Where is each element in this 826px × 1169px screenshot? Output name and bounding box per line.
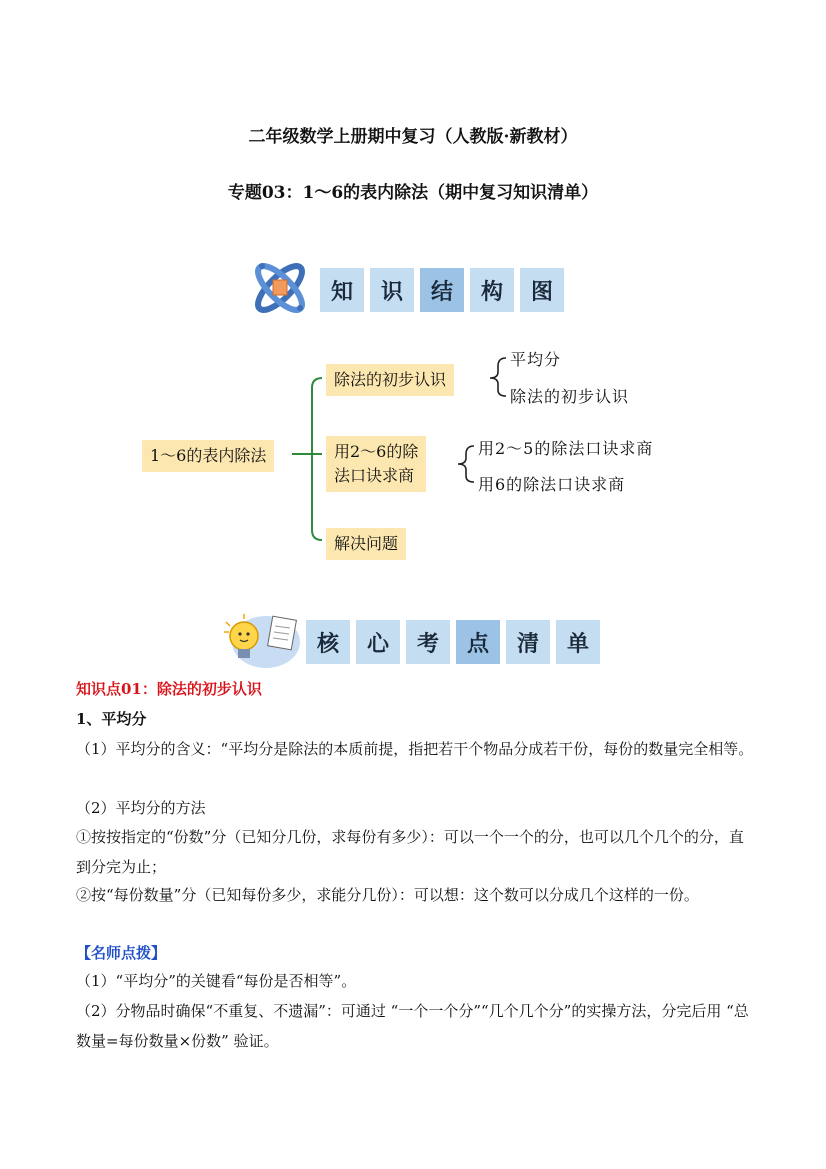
- banner-char: 图: [520, 268, 564, 312]
- paragraph: ②按“每份数量”分（已知每份多少，求能分几份）：可以想：这个数可以分成几个这样的一份。: [76, 886, 699, 904]
- lightbulb-icon: [220, 608, 304, 670]
- mindmap-branch-problem-solving: 解决问题: [326, 528, 406, 560]
- banner-char: 构: [470, 268, 514, 312]
- mindmap-leaf: 用2～5的除法口诀求商: [478, 439, 654, 458]
- banner-char: 结: [420, 268, 464, 312]
- banner-char: 单: [556, 620, 600, 664]
- banner-char: 知: [320, 268, 364, 312]
- banner-char: 清: [506, 620, 550, 664]
- knowledge-point-title: 知识点01：除法的初步认识: [76, 680, 262, 698]
- mindmap-leaf: 用6的除法口诀求商: [478, 475, 626, 494]
- mindmap-leaf: 除法的初步认识: [510, 387, 630, 406]
- core-points-banner: [306, 620, 600, 664]
- mindmap-root: 1～6的表内除法: [142, 440, 274, 472]
- section-heading: 1、平均分: [76, 710, 147, 728]
- paragraph: （1）平均分的含义：“平均分是除法的本质前提，指把若干个物品分成若干份，每份的数量完全相等。: [76, 740, 754, 758]
- mindmap-branch-division-rhymes: [326, 436, 426, 492]
- paragraph: （2）分物品时确保“不重复、不遗漏”：可通过 “一个一个分”“几个几个分”的实操方法，分完后用 “总数量=每份数量×份数” 验证。: [76, 1002, 749, 1050]
- page-subtitle: 专题03：1～6的表内除法（期中复习知识清单）: [227, 183, 599, 203]
- page-title: 二年级数学上册期中复习（人教版·新教材）: [248, 127, 578, 147]
- paragraph: （2）平均分的方法: [76, 799, 206, 817]
- banner-char: 考: [406, 620, 450, 664]
- branch-line: 用2～6的除: [334, 442, 419, 461]
- banner-char: 点: [456, 620, 500, 664]
- teacher-tip-title: 【名师点拨】: [76, 944, 167, 962]
- banner-char: 心: [356, 620, 400, 664]
- banner-char: 核: [306, 620, 350, 664]
- banner-char: 识: [370, 268, 414, 312]
- mindmap-branch-division-intro: 除法的初步认识: [326, 364, 454, 396]
- branch-line: 法口诀求商: [334, 466, 415, 485]
- mindmap-leaf: 平均分: [510, 350, 562, 369]
- paragraph: ①按按指定的“份数”分（已知分几份，求每份有多少）：可以一个一个的分，也可以几个几个的分，直到分完为止；: [76, 828, 744, 876]
- paragraph: （1）“平均分”的关键看“每份是否相等”。: [76, 972, 357, 990]
